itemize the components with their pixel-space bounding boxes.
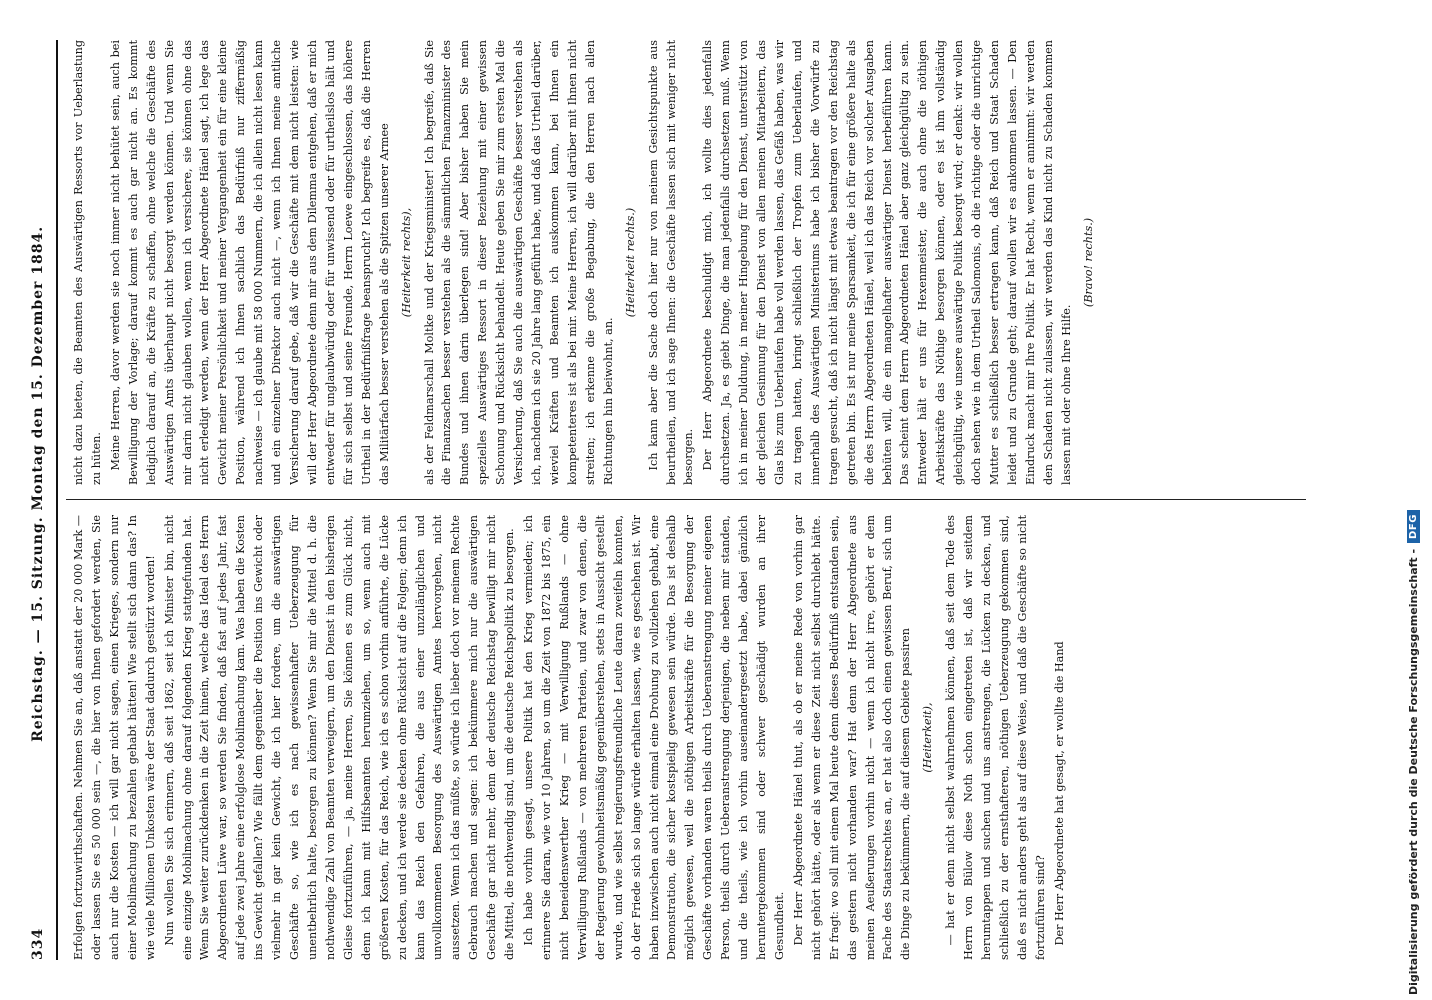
paragraph: nicht dazu bieten, die Beamten des Auswärtigen Ressorts vor Ueberlastung zu hüten. xyxy=(72,40,103,485)
paragraph: Der Herr Abgeordnete beschuldigt mich, ich wollte dies jedenfalls durchsetzen. Ja, es giebt Dinge, die man jedenfalls durchsetzen muß. Wenn ich in meiner Duldung, in meiner Hingebung für den Dienst, unterstützt von der gleichen Gesinnung für den Dienst von allen meinen Mitarbeitern, das Glas bis zum Ueberlaufen habe voll werden lassen, das Gefäß haben, was wir zu tragen hatten, bringt schließlich der Tropfen zum Ueberlaufen, und innerhalb des Auswärtigen Ministeriums habe ich bisher die Vorwürfe zu tragen gesucht, daß ich nicht längst mit etwas beantragen vor den Reichstag getreten bin. Es ist nur meine Sparsamkeit, die ich für eine größere halte als die des Herrn Abgeordneten Hänel, weil ich das Reich vor solcher Ausgaben behüten will, die ein mangelhafter auswärtiger Dienst herbeiführen kann. Das scheint dem Herrn Abgeordneten Hänel aber ganz gleichgültig zu sein. Entweder hält er uns für Hexenmeister, die auch ohne die nöthigen Arbeitskräfte das Nöthige besorgen können, oder es ist ihm vollständig gleichgültig, wie unsere auswärtige Politik besorgt wird; er denkt: wir wollen doch sehen wie in dem Urtheil Salomonis, ob die richtige oder die unrichtige Mutter es schließlich besser ertragen kann, daß Reich und Staat Schaden leidet und zu Grunde geht; darauf wollen wir es ankommen lassen. — Den Eindruck macht mir Ihre Politik. Er hat Recht, wenn er annimmt: wir werden den Schaden nicht zulassen, wir werden das Kind nicht zu Schaden kommen lassen mit oder ohne Ihre Hilfe. xyxy=(701,40,1073,485)
footer-text xyxy=(1407,510,1420,995)
paragraph: — hat er denn nicht selbst wahrnehmen können, daß seit dem Tode des Herrn von Bülow diese Noth schon eingetreten ist, daß wir seitdem herumtappen und suchen und uns anstrengen, die Lücken zu decken, und schließlich zu der ernsthafteren, nöthigen Ueberzeugung gekommen sind, daß es nicht anders geht als auf diese Weise, und daß die Geschäfte so nicht fortzuführen sind? xyxy=(944,515,1047,960)
digitization-footer xyxy=(1395,0,1432,1000)
stage-direction: (Heiterkeit rechts), xyxy=(399,207,413,318)
stage-direction: (Heiterkeit), xyxy=(921,702,935,773)
dfg-logo: DFG xyxy=(1407,510,1420,543)
stage-direction: (Heiterkeit rechts.) xyxy=(623,207,637,318)
right-column xyxy=(70,40,1310,485)
paragraph: Ich habe vorhin gesagt, unsere Politik hat den Krieg vermieden; ich erinnere Sie daran, wie vor 10 Jahren, so um die Zeit von 1872 bis 1875, ein nicht beneidenswerther Krieg — mit Verwilligung Rußlands — ohne Verwilligung Rußlands — von mehreren Parteien, und zwar von denen, die der Regierung gewohnheitsmäßig gegenüberstehen, stets in Aussicht gestellt wurde, und wie selbst regierungsfreundliche Leute daran zweifeln konnten, ob der Friede sich so lange würde erhalten lassen, wie es geschehen ist. Wir haben inzwischen auch nicht einmal eine Drohung zu vollziehen gehabt, eine Demonstration, die sicher kostspielig gewesen sein würde. Das ist deshalb möglich gewesen, weil die nöthigen Arbeitskräfte für die Besorgung der Geschäfte vorhanden waren theils durch Ueberanstrengung meiner eigenen Person, theils durch Ueberanstrengung derjenigen, die neben mir standen, und die theils, wie ich vorhin auseinandergesetzt habe, dabei gänzlich heruntergekommen sind oder schwer geschädigt wurden an ihrer Gesundheit. xyxy=(522,515,786,960)
paragraph: Der Herr Abgeordnete Hänel thut, als ob er meine Rede von vorhin gar nicht gehört hätte, oder als wenn er diese Zeit nicht selbst durchlebt hätte. Er fragt: wo soll mit einem Mal heute denn dieses Bedürfniß entstanden sein, das gestern nicht vorhanden war? Hat denn der Herr Abgeordnete aus meinen Aeußerungen vorhin nicht — wenn ich nicht irre, gehört er dem Fache des Staatsrechtes an, er hat also doch einen gewissen Beruf, sich um die Dinge zu bekümmern, die auf diesem Gebiete passiren xyxy=(791,515,913,960)
paragraph: Meine Herren, davor werden sie noch immer nicht behütet sein, auch bei Bewilligung der Vorlage; darauf kommt es auch gar nicht an. Es kommt lediglich darauf an, die Kräfte zu schaffen, ohne welche die Geschäfte des Auswärtigen Amts überhaupt nicht besorgt werden können. Und wenn Sie mir darin nicht glauben wollen, wenn ich versichere, sie können ohne das nicht erledigt werden, wenn der Herr Abgeordnete Hänel sagt, ich lege das Gewicht meiner Persönlichkeit und meiner Vergangenheit ein für eine kleine Position, während ich Ihnen sachlich das Bedürfniß nur ziffermäßig nachweise — ich glaube mit 58 000 Nummern, die ich allein nicht lesen kann und ein einzelner Direktor auch nicht —, wenn ich Ihnen meine amtliche Versicherung darauf gebe, daß wir die Geschäfte mit dem nicht leisten: wie will der Herr Abgeordnete denn mir aus dem Dilemma entgehen, daß er mich entweder für unglaubwürdig oder für unwissend oder für urtheilslos hält und für sich selbst und seine Freunde, Herrn Loewe eingeschlossen, das höhere Urtheil in der Bedürfnißfrage beansprucht? Ich begreife es, daß die Herren das Militärfach besser verstehen als die Spitzen unserer Armee xyxy=(108,40,391,485)
page-number: 334 xyxy=(30,927,46,960)
paragraph: als der Feldmarschall Moltke und der Kriegsminister! Ich begreife, daß Sie die Finanzsachen besser verstehen als die sämmtlichen Finanzminister des Bundes und ihnen darin überlegen sind! Aber bisher haben Sie mein spezielles Auswärtiges Ressort in dieser Beziehung mit einer gewissen Schonung und Rücksicht behandelt. Heute geben Sie mir zum ersten Mal die Versicherung, daß Sie auch die auswärtigen Geschäfte besser verstehen als ich, nachdem ich sie 20 Jahre lang geführt habe, und daß das Urtheil darüber, wieviel Kräften und Beamten ich auskommen kann, bei Ihnen ein kompetenteres ist als bei mir. Meine Herren, ich will darüber mit Ihnen nicht streiten; ich erkenne die große Begabung, die den Herren nach allen Richtungen hin beiwohnt, an. xyxy=(422,40,615,485)
digitization-notice: Digitalisierung gefördert durch die Deutsche Forschungsgemeinschaft - xyxy=(1407,548,1420,995)
header-rule xyxy=(56,40,58,960)
stage-direction: (Bravo! rechts.) xyxy=(1081,217,1095,308)
paragraph: Der Herr Abgeordnete hat gesagt, er wollte die Hand xyxy=(1052,641,1066,946)
paragraph: Erfolgen fortzuwirthschaften. Nehmen Sie an, daß anstatt der 20 000 Mark — oder lassen Sie es 50 000 sein —, die hier von Ihnen gefordert werden, Sie auch nur die Kosten — ich will gar nicht sagen, einen Krieges, sondern nur einer Mobilmachung zu bezahlen gehabt hätten! Wie stellt sich dann das? In wie viele Millionen Unkosten wäre der Staat dadurch gestürzt worden! xyxy=(72,515,157,960)
column-divider xyxy=(66,499,1306,500)
running-title: Reichstag. — 15. Sitzung. Montag den 15. Dezember 1884. xyxy=(30,225,46,742)
left-column xyxy=(70,515,1310,960)
paragraph: Ich kann aber die Sache doch hier nur von meinem Gesichtspunkte aus beurtheilen, und ich sage Ihnen: die Geschäfte lassen sich mit weniger nicht besorgen. xyxy=(646,40,696,485)
page-header xyxy=(30,40,52,960)
paragraph: Nun wollen Sie sich erinnern, daß seit 1862, seit ich Minister bin, nicht eine einzige Mobilmachung ohne darauf folgenden Krieg stattgefunden hat. Wenn Sie weiter zurückdenken in die Zeit hinein, welche das Ideal des Herrn Abgeordneten Lüwe war, so werden Sie finden, daß fast auf jedes Jahr, fast auf jede zwei Jahre eine erfolglose Mobilmachung kam. Was haben die Kosten ins Gewicht gefallen? Wie fällt dem gegenüber die Position ins Gewicht oder vielmehr in gar kein Gewicht, die ich hier fordere, um die auswärtigen Geschäfte so, wie ich es nach gewissenhafter Ueberzeugung für unentbehrlich halte, besorgen zu können? Wenn Sie mir die Mittel d. h. die nothwendige Zahl von Beamten verweigern, um den Dienst in den bisherigen Gleise fortzuführen, — ja, meine Herren, Sie können es zum Glück nicht, denn ich kann mit Hilfsbeamten herumziehen, um so, wenn auch mit größeren Kosten, für das Reich, wie ich es schon vorhin anführte, die Lücke zu decken, und ich werde sie decken ohne Rücksicht auf die Folgen; denn ich kann das Reich den Gefahren, die aus einer unzulänglichen und unvollkommenen Besorgung des Auswärtigen Amtes hervorgehen, nicht aussetzen. Wenn ich das müßte, so würde ich lieber doch vor meinem Rechte Gebrauch machen und sagen: ich bekümmere mich nur die auswärtigen Geschäfte gar nicht mehr, denn der deutsche Reichstag bewilligt mir nicht die Mittel, die nothwendig sind, um die deutsche Reichspolitik zu besorgen. xyxy=(162,515,517,960)
